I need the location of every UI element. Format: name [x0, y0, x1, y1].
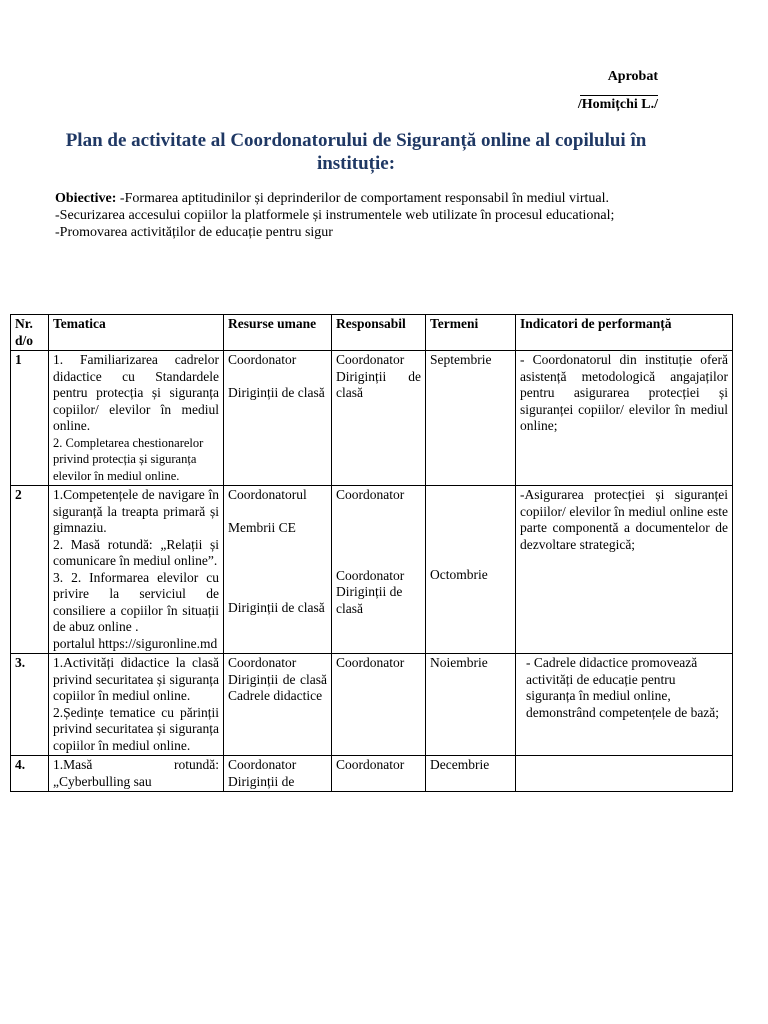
resurse-item: Coordonator Diriginții de clasă Cadrele didactice: [228, 655, 327, 703]
header-responsabil: Responsabil: [332, 315, 426, 351]
approval-label: Aprobat: [607, 69, 658, 84]
row-indicatori: [516, 351, 733, 486]
row-responsabil: Coordonator: [332, 756, 426, 792]
row-tematica: [49, 486, 224, 654]
objectives-section: [55, 190, 655, 241]
row-nr: 1: [11, 351, 49, 486]
page-title: Plan de activitate al Coordonatorului de Siguranță online al copilului în instituție:: [65, 130, 647, 174]
row-indicatori: [516, 756, 733, 792]
header-termeni: Termeni: [426, 315, 516, 351]
tematica-item: 2. Masă rotundă: „Relații și comunicare în mediul online”.: [53, 536, 219, 568]
row-termeni: Decembrie: [426, 756, 516, 792]
resurse-item: Membrii CE: [228, 519, 296, 535]
activity-table: [10, 314, 733, 792]
row-resurse: [224, 351, 332, 486]
tematica-item: 1. Familiarizarea cadrelor didactice cu Standardele pentru protecția și siguranța copiilor/ elevilor în mediul online.: [53, 352, 219, 433]
resurse-item: Diriginții de clasă: [228, 600, 325, 615]
responsabil-item: Coordonator: [336, 487, 405, 502]
indicatori-item: -Asigurarea protecției și siguranței copiilor/ elevilor în mediul online este parte componentă a documentelor de dezvoltare strategică;: [520, 487, 728, 552]
row-responsabil: [332, 351, 426, 486]
tematica-item: 1.Activități didactice la clasă privind securitatea și siguranța copiilor în mediul online.: [53, 655, 219, 703]
indicatori-item: - Cadrele didactice promovează activități de educație pentru siguranța în mediul online, demonstrând competențele de bază;: [526, 655, 720, 720]
row-termeni: [426, 486, 516, 654]
resurse-item: Coordonator: [228, 352, 297, 367]
row-responsabil: Coordonator: [332, 654, 426, 756]
table-header-row: [11, 315, 733, 351]
row-indicatori: [516, 654, 733, 756]
row-resurse: [224, 654, 332, 756]
header-resurse: Resurse umane: [224, 315, 332, 351]
row-nr: 3.: [11, 654, 49, 756]
termeni-value: Octombrie: [430, 567, 488, 582]
tematica-item: 1.Competențele de navigare în siguranță la treapta primară și gimnaziu.: [53, 487, 219, 535]
signature-line: [580, 85, 658, 96]
approval-block: [578, 68, 658, 113]
table-row: [11, 486, 733, 654]
tematica-item: portalul https://siguronline.md: [53, 635, 218, 651]
objective-1: -Formarea aptitudinilor și deprinderilor de comportament responsabil în mediul virtual.: [116, 191, 610, 206]
row-termeni: Septembrie: [426, 351, 516, 486]
objectives-label: Obiective:: [55, 191, 117, 206]
row-nr: 4.: [11, 756, 49, 792]
tematica-item: 3. 2. Informarea elevilor cu privire la serviciul de consiliere a copiilor în situații de abuz online .: [53, 569, 219, 634]
row-tematica: [49, 654, 224, 756]
row-tematica: 1.Masă rotundă: „Cyberbulling sau: [49, 756, 224, 792]
resurse-item: Diriginții de clasă: [228, 384, 325, 400]
row-responsabil: [332, 486, 426, 654]
table-row: [11, 654, 733, 756]
indicatori-item: - Coordonatorul din instituție oferă asistență metodologică angajaților pentru asigurarea protecției și siguranței copiilor/ elevilor în mediul online;: [520, 352, 728, 433]
objective-2: -Securizarea accesului copiilor la platformele și instrumentele web utilizate în procesul educational;: [55, 208, 615, 223]
header-indicatori: Indicatori de performanță: [516, 315, 733, 351]
objective-3: -Promovarea activităților de educație pentru sigur: [55, 225, 333, 240]
tematica-item: 2. Completarea chestionarelor privind protecția și siguranța elevilor în mediul online.: [53, 435, 204, 483]
row-termeni: Noiembrie: [426, 654, 516, 756]
responsabil-item: Coordonator Diriginții de clasă: [336, 352, 421, 400]
row-tematica: [49, 351, 224, 486]
table-row: [11, 756, 733, 792]
row-resurse: [224, 486, 332, 654]
approver-name: /Homițchi L./: [577, 97, 658, 112]
row-resurse: Coordonator Diriginții de: [224, 756, 332, 792]
resurse-item: Coordonatorul: [228, 487, 307, 502]
row-nr: 2: [11, 486, 49, 654]
responsabil-item: Coordonator Diriginții de clasă: [336, 567, 405, 616]
header-tematica: Tematica: [49, 315, 224, 351]
header-nr: Nr. d/o: [11, 315, 49, 351]
tematica-item: 2.Ședințe tematice cu părinții privind securitatea și siguranța copiilor în mediul online.: [53, 704, 219, 753]
table-row: [11, 351, 733, 486]
row-indicatori: [516, 486, 733, 654]
